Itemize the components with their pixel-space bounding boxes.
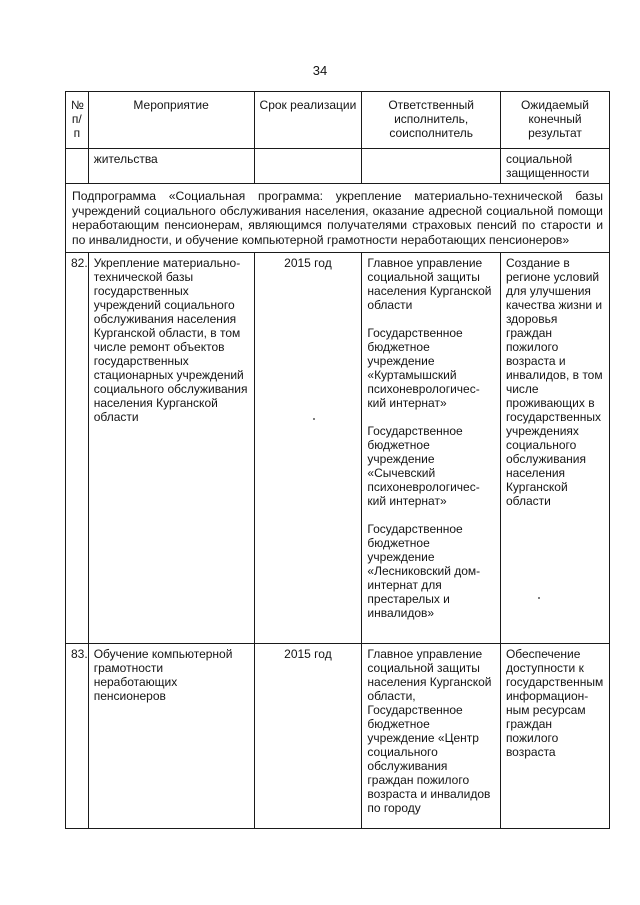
row-event: Укрепление материально-технической базы государственных учреждений социального обслуживания населения Курганской области, в том числе ремонт объектов государственных стационарных учреждений социального обслуживания населения Курганской области <box>88 253 254 644</box>
executor-item: Главное управление социальной защиты населения Курганской области <box>367 256 492 312</box>
table-row <box>66 253 610 644</box>
header-row <box>66 92 610 149</box>
page-number: 34 <box>312 63 328 78</box>
row-number: 82. <box>66 253 89 644</box>
plan-table <box>65 91 610 829</box>
scan-speck <box>313 418 315 420</box>
row-executors <box>362 253 501 644</box>
continuation-row <box>66 149 610 184</box>
scan-speck <box>538 597 540 599</box>
row-event: Обучение компьютерной грамотности неработающих пенсионеров <box>88 644 254 829</box>
header-event: Мероприятие <box>88 92 254 149</box>
row-term: 2015 год <box>254 253 362 644</box>
header-result: Ожидаемый конечный результат <box>500 92 609 149</box>
executor-item: Государственное бюджетное учреждение «Куртамышский психоневрологичес-кий интернат» <box>367 326 480 410</box>
table-row <box>66 644 610 829</box>
continuation-result: социальной защищенности <box>500 149 609 184</box>
executor-item: Государственное бюджетное учреждение «Сычевский психоневрологичес-кий интернат» <box>367 424 480 508</box>
row-term: 2015 год <box>254 644 362 829</box>
row-result: Обеспечение доступности к государственным информацион-ным ресурсам граждан пожилого возраста <box>500 644 609 829</box>
header-number: № п/п <box>66 92 89 149</box>
subprogram-row <box>66 184 610 253</box>
header-executor: Ответственный исполнитель, соисполнитель <box>362 92 501 149</box>
header-term: Срок реализации <box>254 92 362 149</box>
executor-item: Государственное бюджетное учреждение «Лесниковский дом-интернат для престарелых и инвалидов» <box>367 522 481 620</box>
row-number: 83. <box>66 644 89 829</box>
subprogram-title: Подпрограмма «Социальная программа: укрепление материально-технической базы учреждений социального обслуживания населения, оказание адресной социальной помощи неработающим пенсионерам, являющимся получателями страховых пенсий по старости и по инвалидности, и обучение компьютерной грамотности неработающих пенсионеров» <box>66 184 610 253</box>
row-executors <box>362 644 501 829</box>
continuation-event: жительства <box>88 149 254 184</box>
row-result: Создание в регионе условий для улучшения качества жизни и здоровья граждан пожилого возраста и инвалидов, в том числе проживающих в государственных учреждениях социального обслуживания населения Курганской области <box>500 253 609 644</box>
executor-item: Главное управление социальной защиты населения Курганской области, Государственное бюджетное учреждение «Центр социального обслуживания граждан пожилого возраста и инвалидов по городу <box>367 647 492 815</box>
